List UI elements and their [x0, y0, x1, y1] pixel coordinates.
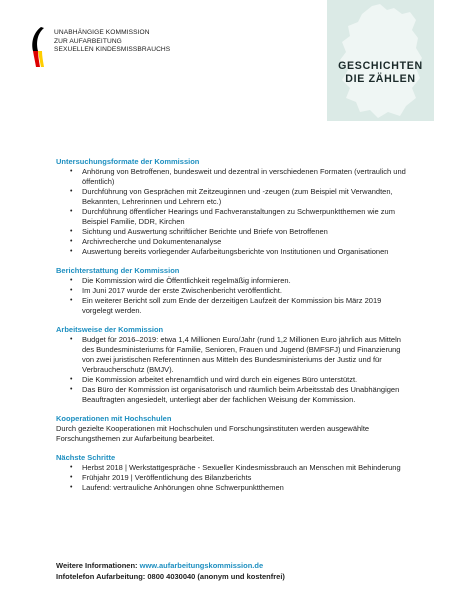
section-heading: Arbeitsweise der Kommission [56, 325, 164, 334]
list-item: • Die Kommission arbeitet ehrenamtlich und wird durch ein eigenes Büro unterstützt. [56, 375, 406, 385]
german-flag-icon [27, 27, 47, 67]
list-item: • Die Kommission wird die Öffentlichkeit regelmäßig informieren. [56, 276, 406, 286]
phone-line: Infotelefon Aufarbeitung: 0800 4030040 (anonym und kostenfrei) [56, 572, 285, 581]
list-item: • Im Juni 2017 wurde der erste Zwischenbericht veröffentlicht. [56, 286, 406, 296]
section-naechste-schritte [56, 453, 406, 493]
campaign-brand-box [327, 0, 434, 121]
list-item: • Anhörung von Betroffenen, bundesweit und dezentral in verschiedenen Formaten (vertraulich und öffentlich) [56, 167, 406, 187]
org-line: SEXUELLEN KINDESMISSBRAUCHS [54, 46, 171, 54]
info-label: Weitere Informationen: [56, 561, 138, 570]
website-link[interactable]: www.aufarbeitungskommission.de [139, 561, 264, 570]
slogan-line: DIE ZÄHLEN [345, 73, 416, 85]
list-item: • Durchführung von Gesprächen mit Zeitzeuginnen und -zeugen (zum Beispiel mit Verwandten, Bekannten, Lehrerinnen und Lehrern etc.) [56, 187, 406, 207]
list-item: • Sichtung und Auswertung schriftlicher Berichte und Briefe von Betroffenen [56, 227, 406, 237]
list-item: • Budget für 2016–2019: etwa 1,4 Millionen Euro/Jahr (rund 1,2 Millionen Euro jährlich aus Mitteln des Bundesministeriums für Familie, Senioren, Frauen und Jugend (BMFSFJ) und Finanzierung von zwei juristischen Referentinnen aus Mitteln des Bundesministeriums der Justiz und für Verbraucherschutz (BMJV). [56, 335, 406, 375]
list-item: • Archivrecherche und Dokumentenanalyse [56, 237, 406, 247]
section-arbeitsweise [56, 325, 406, 405]
commission-logo [27, 27, 187, 67]
flag-stripe-black [32, 27, 44, 51]
main-content [56, 157, 406, 502]
bullet-list [56, 463, 406, 493]
section-heading: Nächste Schritte [56, 453, 116, 462]
info-line [56, 560, 416, 571]
slogan-line: GESCHICHTEN [338, 60, 423, 72]
list-item: • Ein weiterer Bericht soll zum Ende der derzeitigen Laufzeit der Kommission bis März 2019 vorgelegt werden. [56, 296, 406, 316]
campaign-slogan [327, 60, 434, 86]
section-untersuchungsformate [56, 157, 406, 257]
bullet-list [56, 276, 406, 316]
section-heading: Untersuchungsformate der Kommission [56, 157, 200, 166]
section-paragraph: Durch gezielte Kooperationen mit Hochschulen und Forschungsinstituten werden ausgewählte Forschungsthemen zur Aufarbeitung bearbeitet. [56, 424, 370, 443]
organization-name [54, 29, 170, 55]
section-berichterstattung [56, 266, 406, 316]
section-heading: Berichterstattung der Kommission [56, 266, 180, 275]
list-item: • Das Büro der Kommission ist organisatorisch und räumlich beim Arbeitsstab des Unabhängigen Beauftragten angesiedelt, unterliegt aber der fachlichen Weisung der Kommission. [56, 385, 406, 405]
list-item: • Durchführung öffentlicher Hearings und Fachveranstaltungen zu Schwerpunktthemen wie zum Beispiel Familie, DDR, Kirchen [56, 207, 406, 227]
org-line: ZUR AUFARBEITUNG [54, 37, 122, 45]
org-line: UNABHÄNGIGE KOMMISSION [54, 29, 150, 36]
list-item: • Frühjahr 2019 | Veröffentlichung des Bilanzberichts [56, 473, 406, 483]
bullet-list [56, 167, 406, 257]
list-item: • Auswertung bereits vorliegender Aufarbeitungsberichte von Institutionen und Organisationen [56, 247, 406, 257]
section-kooperationen [56, 414, 406, 444]
list-item: • Herbst 2018 | Werkstattgespräche - Sexueller Kindesmissbrauch an Menschen mit Behinderung [56, 463, 406, 473]
section-heading: Kooperationen mit Hochschulen [56, 414, 172, 423]
contact-footer [56, 560, 416, 582]
bullet-list [56, 335, 406, 405]
list-item: • Laufend: vertrauliche Anhörungen ohne Schwerpunktthemen [56, 483, 406, 493]
